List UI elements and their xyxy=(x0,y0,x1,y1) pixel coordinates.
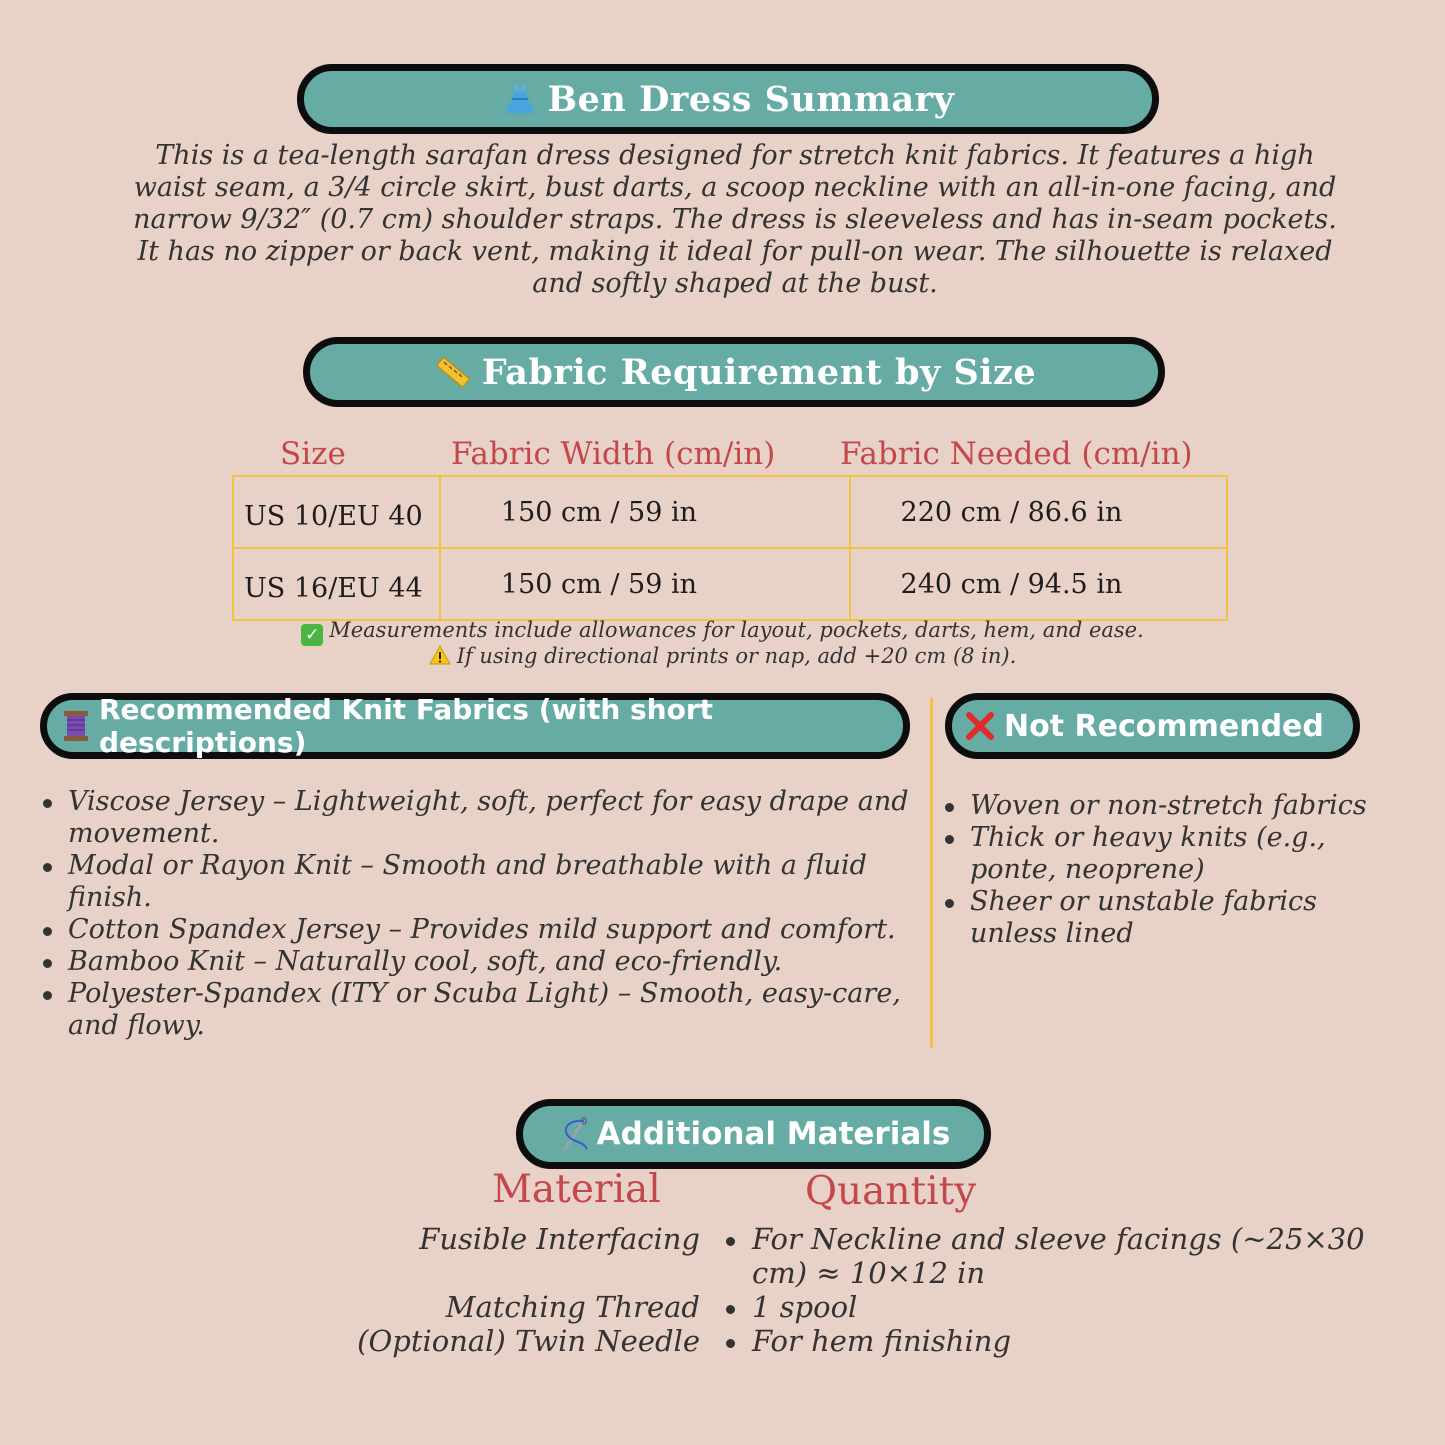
table-cell-size: US 10/EU 40 xyxy=(233,476,440,548)
note-allowances-text: Measurements include allowances for layout, pockets, darts, hem, and ease. xyxy=(329,618,1144,642)
list-item: Thick or heavy knits (e.g., ponte, neoprene) xyxy=(942,822,1382,886)
materials-title: Additional Materials xyxy=(596,1116,951,1152)
thread-spool-icon xyxy=(61,709,91,743)
table-row xyxy=(233,548,1227,620)
list-item: Modal or Rayon Knit – Smooth and breathable with a fluid finish. xyxy=(40,850,920,914)
fabric-requirement-banner xyxy=(303,337,1165,407)
summary-title: Ben Dress Summary xyxy=(547,78,955,120)
note-allowances xyxy=(0,618,1445,646)
summary-text: This is a tea-length sarafan dress designed for stretch knit fabrics. It features a high waist seam, a 3/4 circle skirt, bust darts, a scoop neckline with an all-in-one facing, and narrow 9/32″ (0.7 cm) shoulder straps. The dress is sleeveless and has in-seam pockets. It has no zipper or back vent, making it ideal for pull-on wear. The silhouette is relaxed and softly shaped at the bust. xyxy=(133,140,1337,299)
not-recommended-list xyxy=(942,790,1382,950)
material-quantity: For Neckline and sleeve facings (~25×30 cm) ≈ 10×12 in xyxy=(720,1222,1380,1290)
note-directional xyxy=(0,644,1445,670)
cross-mark-icon xyxy=(964,710,996,742)
recommended-list xyxy=(40,786,920,1042)
material-name: Matching Thread xyxy=(445,1290,700,1324)
table-cell-width: 150 cm / 59 in xyxy=(440,548,850,620)
table-cell-needed: 240 cm / 94.5 in xyxy=(850,548,1227,620)
material-quantity: For hem finishing xyxy=(720,1324,1380,1358)
header-fabric-width: Fabric Width (cm/in) xyxy=(451,436,776,472)
header-material: Material xyxy=(492,1167,661,1212)
header-quantity: Quantity xyxy=(805,1169,977,1214)
table-cell-size: US 16/EU 44 xyxy=(233,548,440,620)
list-item: Viscose Jersey – Lightweight, soft, perfect for easy drape and movement. xyxy=(40,786,920,850)
column-divider xyxy=(930,698,933,1048)
table-row xyxy=(233,476,1227,548)
material-quantity: 1 spool xyxy=(720,1290,1380,1324)
list-item: Sheer or unstable fabrics unless lined xyxy=(942,886,1382,950)
fabric-requirement-title: Fabric Requirement by Size xyxy=(481,351,1037,393)
note-directional-text: If using directional prints or nap, add +20 cm (8 in). xyxy=(456,644,1017,668)
table-cell-width: 150 cm / 59 in xyxy=(440,476,850,548)
check-mark-icon: ✓ xyxy=(301,624,323,646)
list-item: Bamboo Knit – Naturally cool, soft, and eco-friendly. xyxy=(40,946,920,978)
warning-icon xyxy=(429,645,451,670)
header-size: Size xyxy=(280,436,346,472)
materials-banner xyxy=(516,1099,991,1169)
list-item: Woven or non-stretch fabrics xyxy=(942,790,1382,822)
fabric-table xyxy=(232,475,1228,621)
not-recommended-title: Not Recommended xyxy=(1004,708,1324,744)
ruler-icon xyxy=(432,352,472,392)
list-item: Cotton Spandex Jersey – Provides mild support and comfort. xyxy=(40,914,920,946)
table-cell-needed: 220 cm / 86.6 in xyxy=(850,476,1227,548)
header-fabric-needed: Fabric Needed (cm/in) xyxy=(840,436,1193,472)
recommended-title: Recommended Knit Fabrics (with short descriptions) xyxy=(99,693,714,759)
material-name: Fusible Interfacing xyxy=(419,1222,700,1256)
sewing-needle-icon xyxy=(557,1115,591,1153)
list-item: Polyester-Spandex (ITY or Scuba Light) – Smooth, easy-care, and flowy. xyxy=(40,978,920,1042)
dress-icon xyxy=(502,81,538,117)
materials-table xyxy=(340,1222,1380,1358)
summary-title-banner xyxy=(297,64,1159,134)
not-recommended-banner xyxy=(945,693,1360,759)
recommended-banner xyxy=(40,693,910,759)
material-name: (Optional) Twin Needle xyxy=(357,1324,700,1358)
